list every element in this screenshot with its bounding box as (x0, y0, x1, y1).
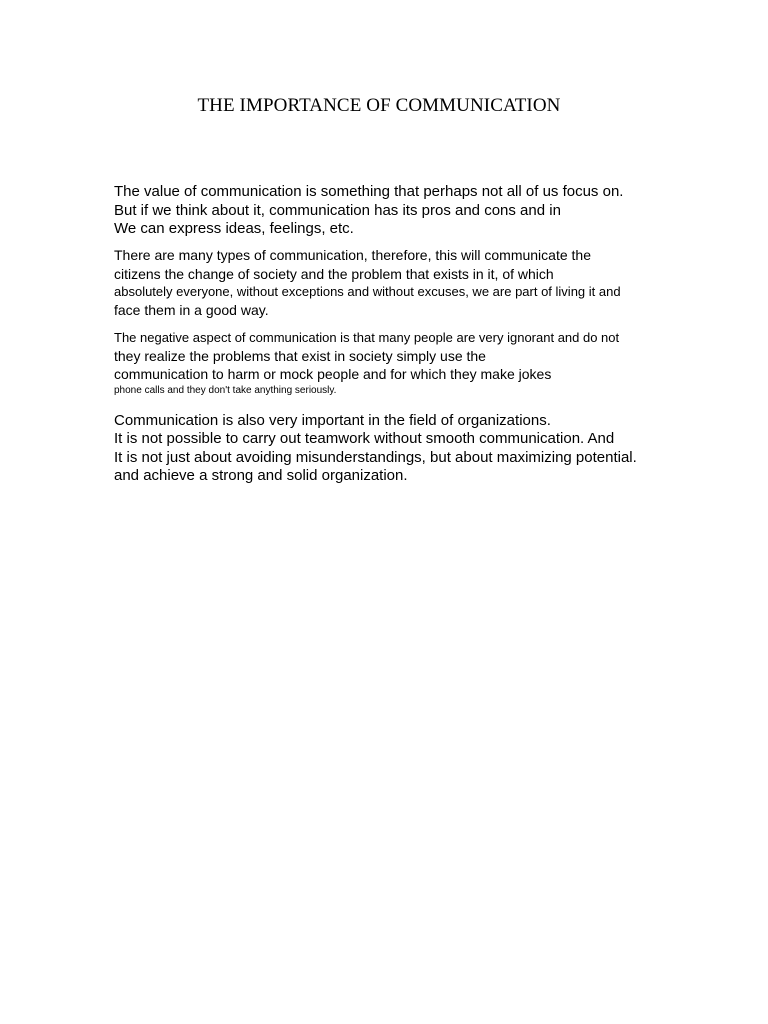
paragraph-1-line-2: But if we think about it, communication has its pros and cons and in (114, 202, 561, 219)
paragraph-2-line-3: absolutely everyone, without exceptions and without excuses, we are part of living it and (114, 284, 621, 299)
paragraph-1-line-3: We can express ideas, feelings, etc. (114, 220, 354, 237)
paragraph-2-line-4: face them in a good way. (114, 302, 269, 318)
paragraph-4-line-3: It is not just about avoiding misunderstandings, but about maximizing potential. (114, 449, 637, 466)
paragraph-3-line-2: they realize the problems that exist in society simply use the (114, 348, 486, 364)
document-title: THE IMPORTANCE OF COMMUNICATION (197, 95, 561, 116)
paragraph-4-line-4: and achieve a strong and solid organization. (114, 467, 408, 484)
paragraph-3-line-3: communication to harm or mock people and for which they make jokes (114, 366, 552, 382)
paragraph-3-line-1: The negative aspect of communication is that many people are very ignorant and do not (114, 330, 620, 345)
paragraph-4-line-1: Communication is also very important in the field of organizations. (114, 412, 551, 429)
paragraph-4-line-2: It is not possible to carry out teamwork without smooth communication. And (114, 430, 615, 447)
paragraph-2-line-2: citizens the change of society and the problem that exists in it, of which (114, 266, 554, 282)
paragraph-1-line-1: The value of communication is something that perhaps not all of us focus on. (114, 183, 624, 200)
paragraph-2-line-1: There are many types of communication, therefore, this will communicate the (114, 247, 591, 263)
paragraph-3-line-4: phone calls and they don't take anything seriously. (114, 385, 337, 396)
